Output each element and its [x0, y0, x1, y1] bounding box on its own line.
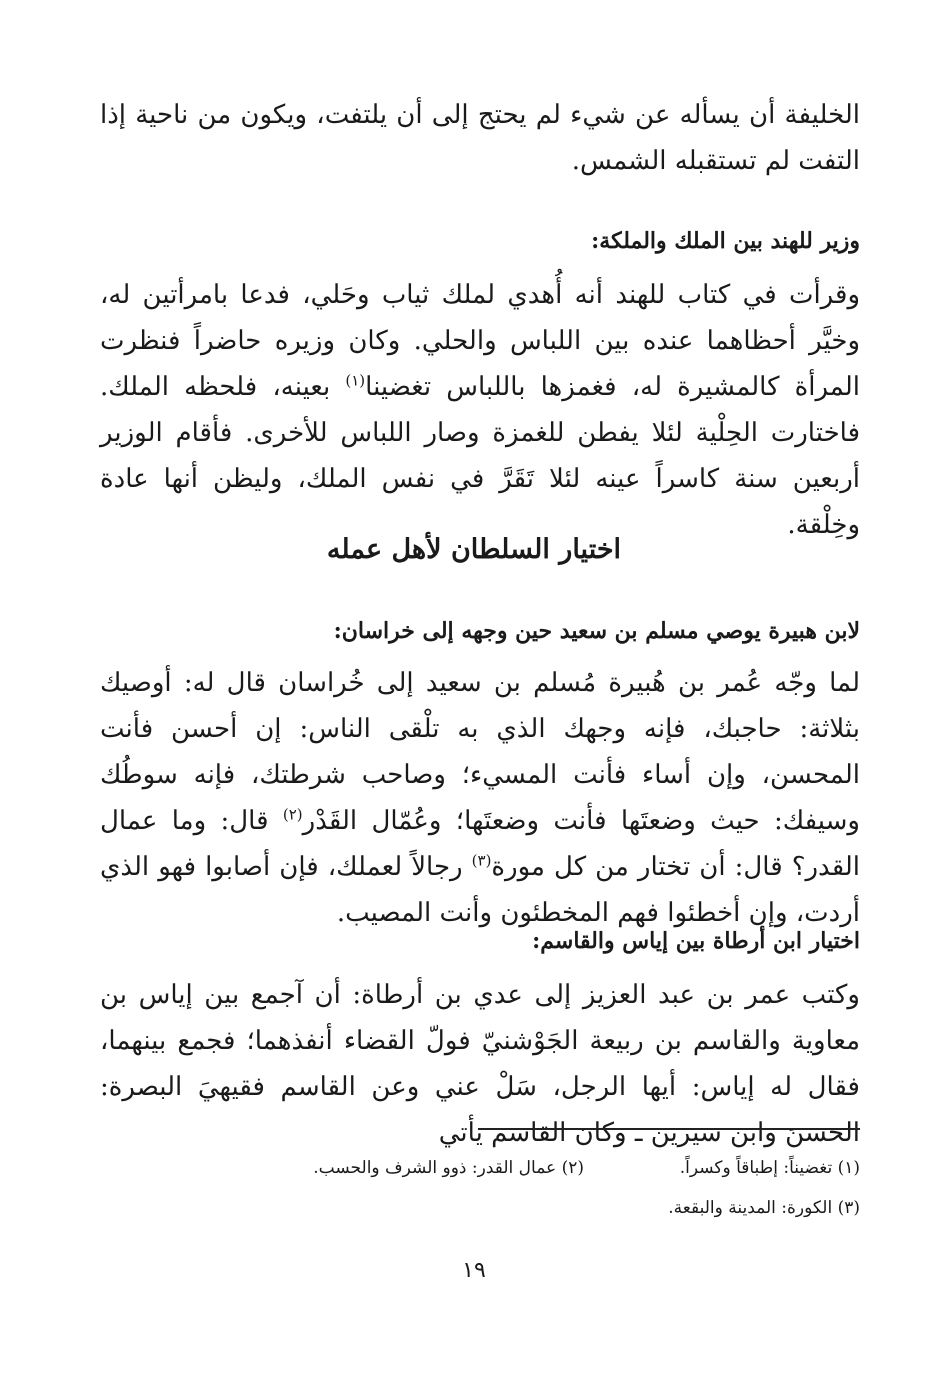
paragraph-text: وقرأت في كتاب للهند أنه أُهدي لملك ثياب وحَلي، فدعا بامرأتين له، وخيَّر أحظاهما عنده بين اللباس والحلي. وكان وزيره حاضراً فنظرت المرأة كالمشيرة له، فغمزها باللباس تغضينا: [100, 280, 860, 402]
footnote-3: (٣) الكورة: المدينة والبقعة.: [668, 1198, 860, 1218]
footnote-1: (١) تغضيناً: إطباقاً وكسراً.: [679, 1158, 860, 1178]
section-title: اختيار السلطان لأهل عمله: [326, 534, 622, 565]
paragraph-text: قال: وما عمال القدر؟ قال: أن تختار من كل مورة: [100, 806, 861, 882]
subheading-ibn-artat: اختيار ابن أرطاة بين إياس والقاسم:: [532, 928, 860, 954]
paragraph-text: لما وجّه عُمر بن هُبيرة مُسلم بن سعيد إلى خُراسان قال له: أوصيك بثلاثة: حاجبك، فإنه وجهك الذي به تلْقى الناس: إن أحسن فأنت المحسن، وإن أساء فأنت المسيء؛ وصاحب شرطتك، فإنه سوطُك وسيفك: حيث وضعتَها فأنت وضعتَها؛ وعُمّال القَدْر: [100, 668, 860, 836]
footnote-ref: (٣): [471, 851, 492, 870]
paragraph-text: الخليفة أن يسأله عن شيء لم يحتج إلى أن يلتفت، ويكون من ناحية إذا التفت لم تستقبله الشمس.: [100, 100, 860, 176]
paragraph-text: وكتب عمر بن عبد العزيز إلى عدي بن أرطاة: أن آجمع بين إياس بن معاوية والقاسم بن ربيعة الجَوْشنيّ فولّ القضاء أنفذهما؛ فجمع بينهما، فقال له إياس: أيها الرجل، سَلْ عني وعن القاسم فقيهيَ البصرة: الحسنَ وابن سيرين ـ وكان القاسم يأتي: [100, 980, 860, 1148]
page-number: ١٩: [462, 1258, 486, 1283]
footnote-ref: (٢): [282, 805, 303, 824]
paragraph-ibn-hubayra: [100, 660, 860, 936]
footnote-divider: [478, 1128, 860, 1130]
subheading-ibn-hubayra: لابن هبيرة يوصي مسلم بن سعيد حين وجهه إلى خراسان:: [333, 618, 860, 644]
paragraph-continued: [100, 92, 860, 184]
paragraph-text: بعينه، فلحظه الملك. فاختارت الحِلْية لئلا يفطن للغمزة وصار اللباس للأخرى. فأقام الوزير أربعين سنة كاسراً عينه لئلا تَقَرَّ في نفس الملك، وليظن أنها عادة وخِلْقة.: [100, 372, 860, 540]
paragraph-text: رجالاً لعملك، فإن أصابوا فهو الذي أردت، وإن أخطئوا فهم المخطئون وأنت المصيب.: [100, 852, 860, 928]
subheading-indian-vizier: وزير للهند بين الملك والملكة:: [591, 228, 860, 254]
footnote-ref: (١): [345, 371, 366, 390]
paragraph-indian-vizier: [100, 272, 860, 548]
footnote-2: (٢) عمال القدر: ذوو الشرف والحسب.: [313, 1158, 584, 1178]
